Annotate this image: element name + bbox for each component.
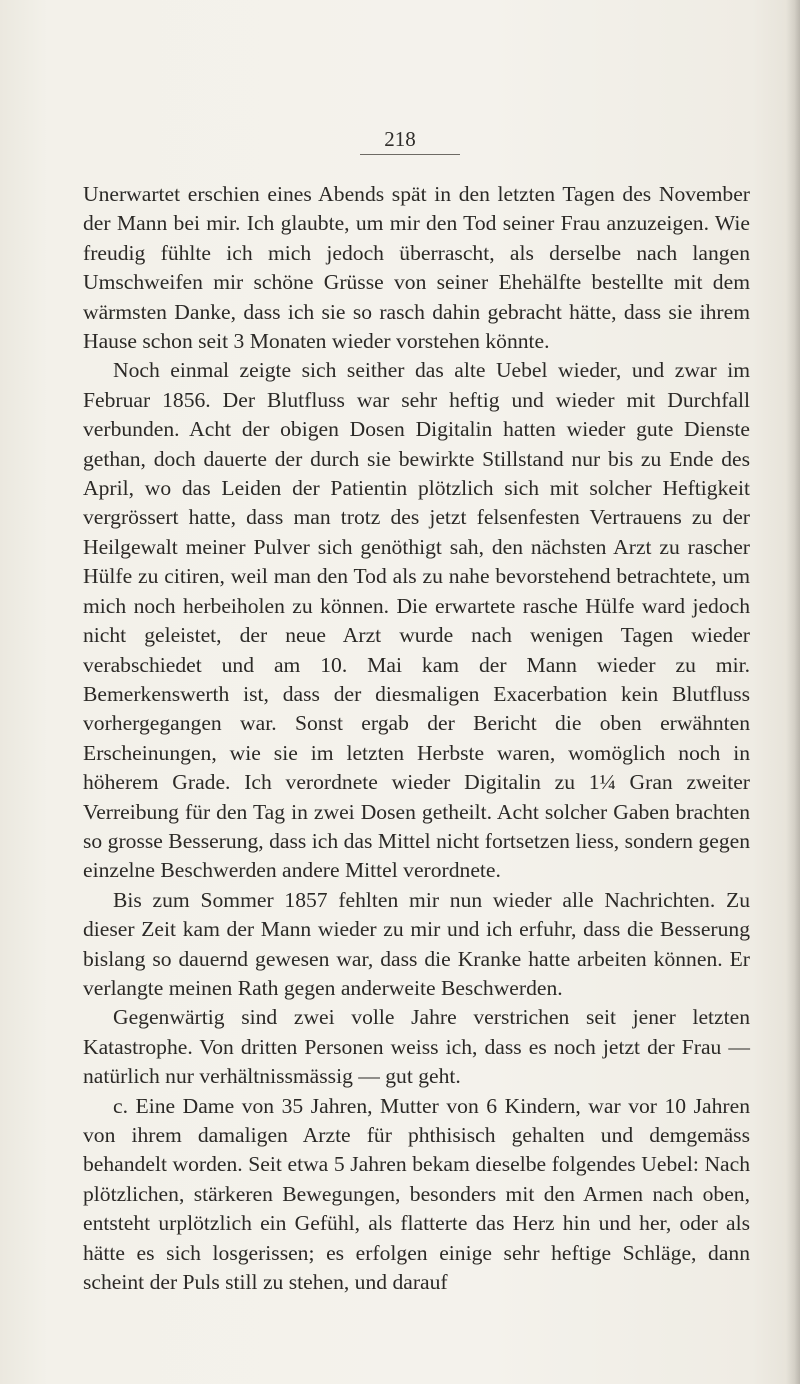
paragraph-2: Noch einmal zeigte sich seither das alte Uebel wieder, und zwar im Februar 1856. Der Blutfluss war sehr heftig und wieder mit Durchfall verbunden. Acht der obigen Dosen Digitalin hatten wieder gute Dienste gethan, doch dauerte der durch sie bewirkte Stillstand nur bis zu Ende des April, wo das Leiden der Patientin plötzlich sich mit solcher Heftigkeit vergrössert hatte, dass man trotz des jetzt felsenfesten Vertrauens zu der Heilgewalt meiner Pulver sich genöthigt sah, den nächsten Arzt zu rascher Hülfe zu citiren, weil man den Tod als zu nahe bevorstehend betrachtete, um mich noch herbeiholen zu können. Die erwartete rasche Hülfe ward jedoch nicht geleistet, der neue Arzt wurde nach wenigen Tagen wieder verabschiedet und am 10. Mai kam der Mann wieder zu mir. Bemerkenswerth ist, dass der diesmaligen Exacerbation kein Blutfluss vorhergegangen war. Sonst ergab der Bericht die oben erwähnten Erscheinungen, wie sie im letzten Herbste waren, womöglich noch in höherem Grade. Ich verordnete wieder Digitalin zu 1¼ Gran zweiter Verreibung für den Tag in zwei Dosen getheilt. Acht solcher Gaben brachten so grosse Besserung, dass ich das Mittel nicht fortsetzen liess, sondern gegen einzelne Beschwerden andere Mittel verordnete.	[83, 358, 750, 883]
page-number-rule	[360, 154, 460, 155]
body-text	[83, 180, 750, 1297]
page-edge-shadow	[786, 0, 800, 1384]
page-number: 218	[384, 127, 416, 151]
paragraph-4: Gegenwärtig sind zwei volle Jahre verstrichen seit jener letzten Katastrophe. Von dritten Personen weiss ich, dass es noch jetzt der Frau — natürlich nur verhältnissmässig — gut geht.	[83, 1005, 750, 1089]
paragraph-3: Bis zum Sommer 1857 fehlten mir nun wieder alle Nachrichten. Zu dieser Zeit kam der Mann wieder zu mir und ich erfuhr, dass die Besserung bislang so dauernd gewesen war, dass die Kranke hatte arbeiten können. Er verlangte meinen Rath gegen anderweite Beschwerden.	[83, 887, 750, 1000]
paragraph-5: c. Eine Dame von 35 Jahren, Mutter von 6 Kindern, war vor 10 Jahren von ihrem damaligen Arzte für phthisisch gehalten und demgemäss behandelt worden. Seit etwa 5 Jahren bekam dieselbe folgendes Uebel: Nach plötzlichen, stärkeren Bewegungen, besonders mit den Armen nach oben, entsteht urplötzlich ein Gefühl, als flatterte das Herz hin und her, oder als hätte es sich losgerissen; es erfolgen einige sehr heftige Schläge, dann scheint der Puls still zu stehen, und darauf	[83, 1093, 750, 1295]
paragraph-1: Unerwartet erschien eines Abends spät in den letzten Tagen des November der Mann bei mir. Ich glaubte, um mir den Tod seiner Frau anzuzeigen. Wie freudig fühlte ich mich jedoch überrascht, als derselbe nach langen Umschweifen mir schöne Grüsse von seiner Ehehälfte bestellte mit dem wärmsten Danke, dass ich sie so rasch dahin gebracht hätte, dass sie ihrem Hause schon seit 3 Monaten wieder vorstehen könnte.	[83, 182, 750, 354]
